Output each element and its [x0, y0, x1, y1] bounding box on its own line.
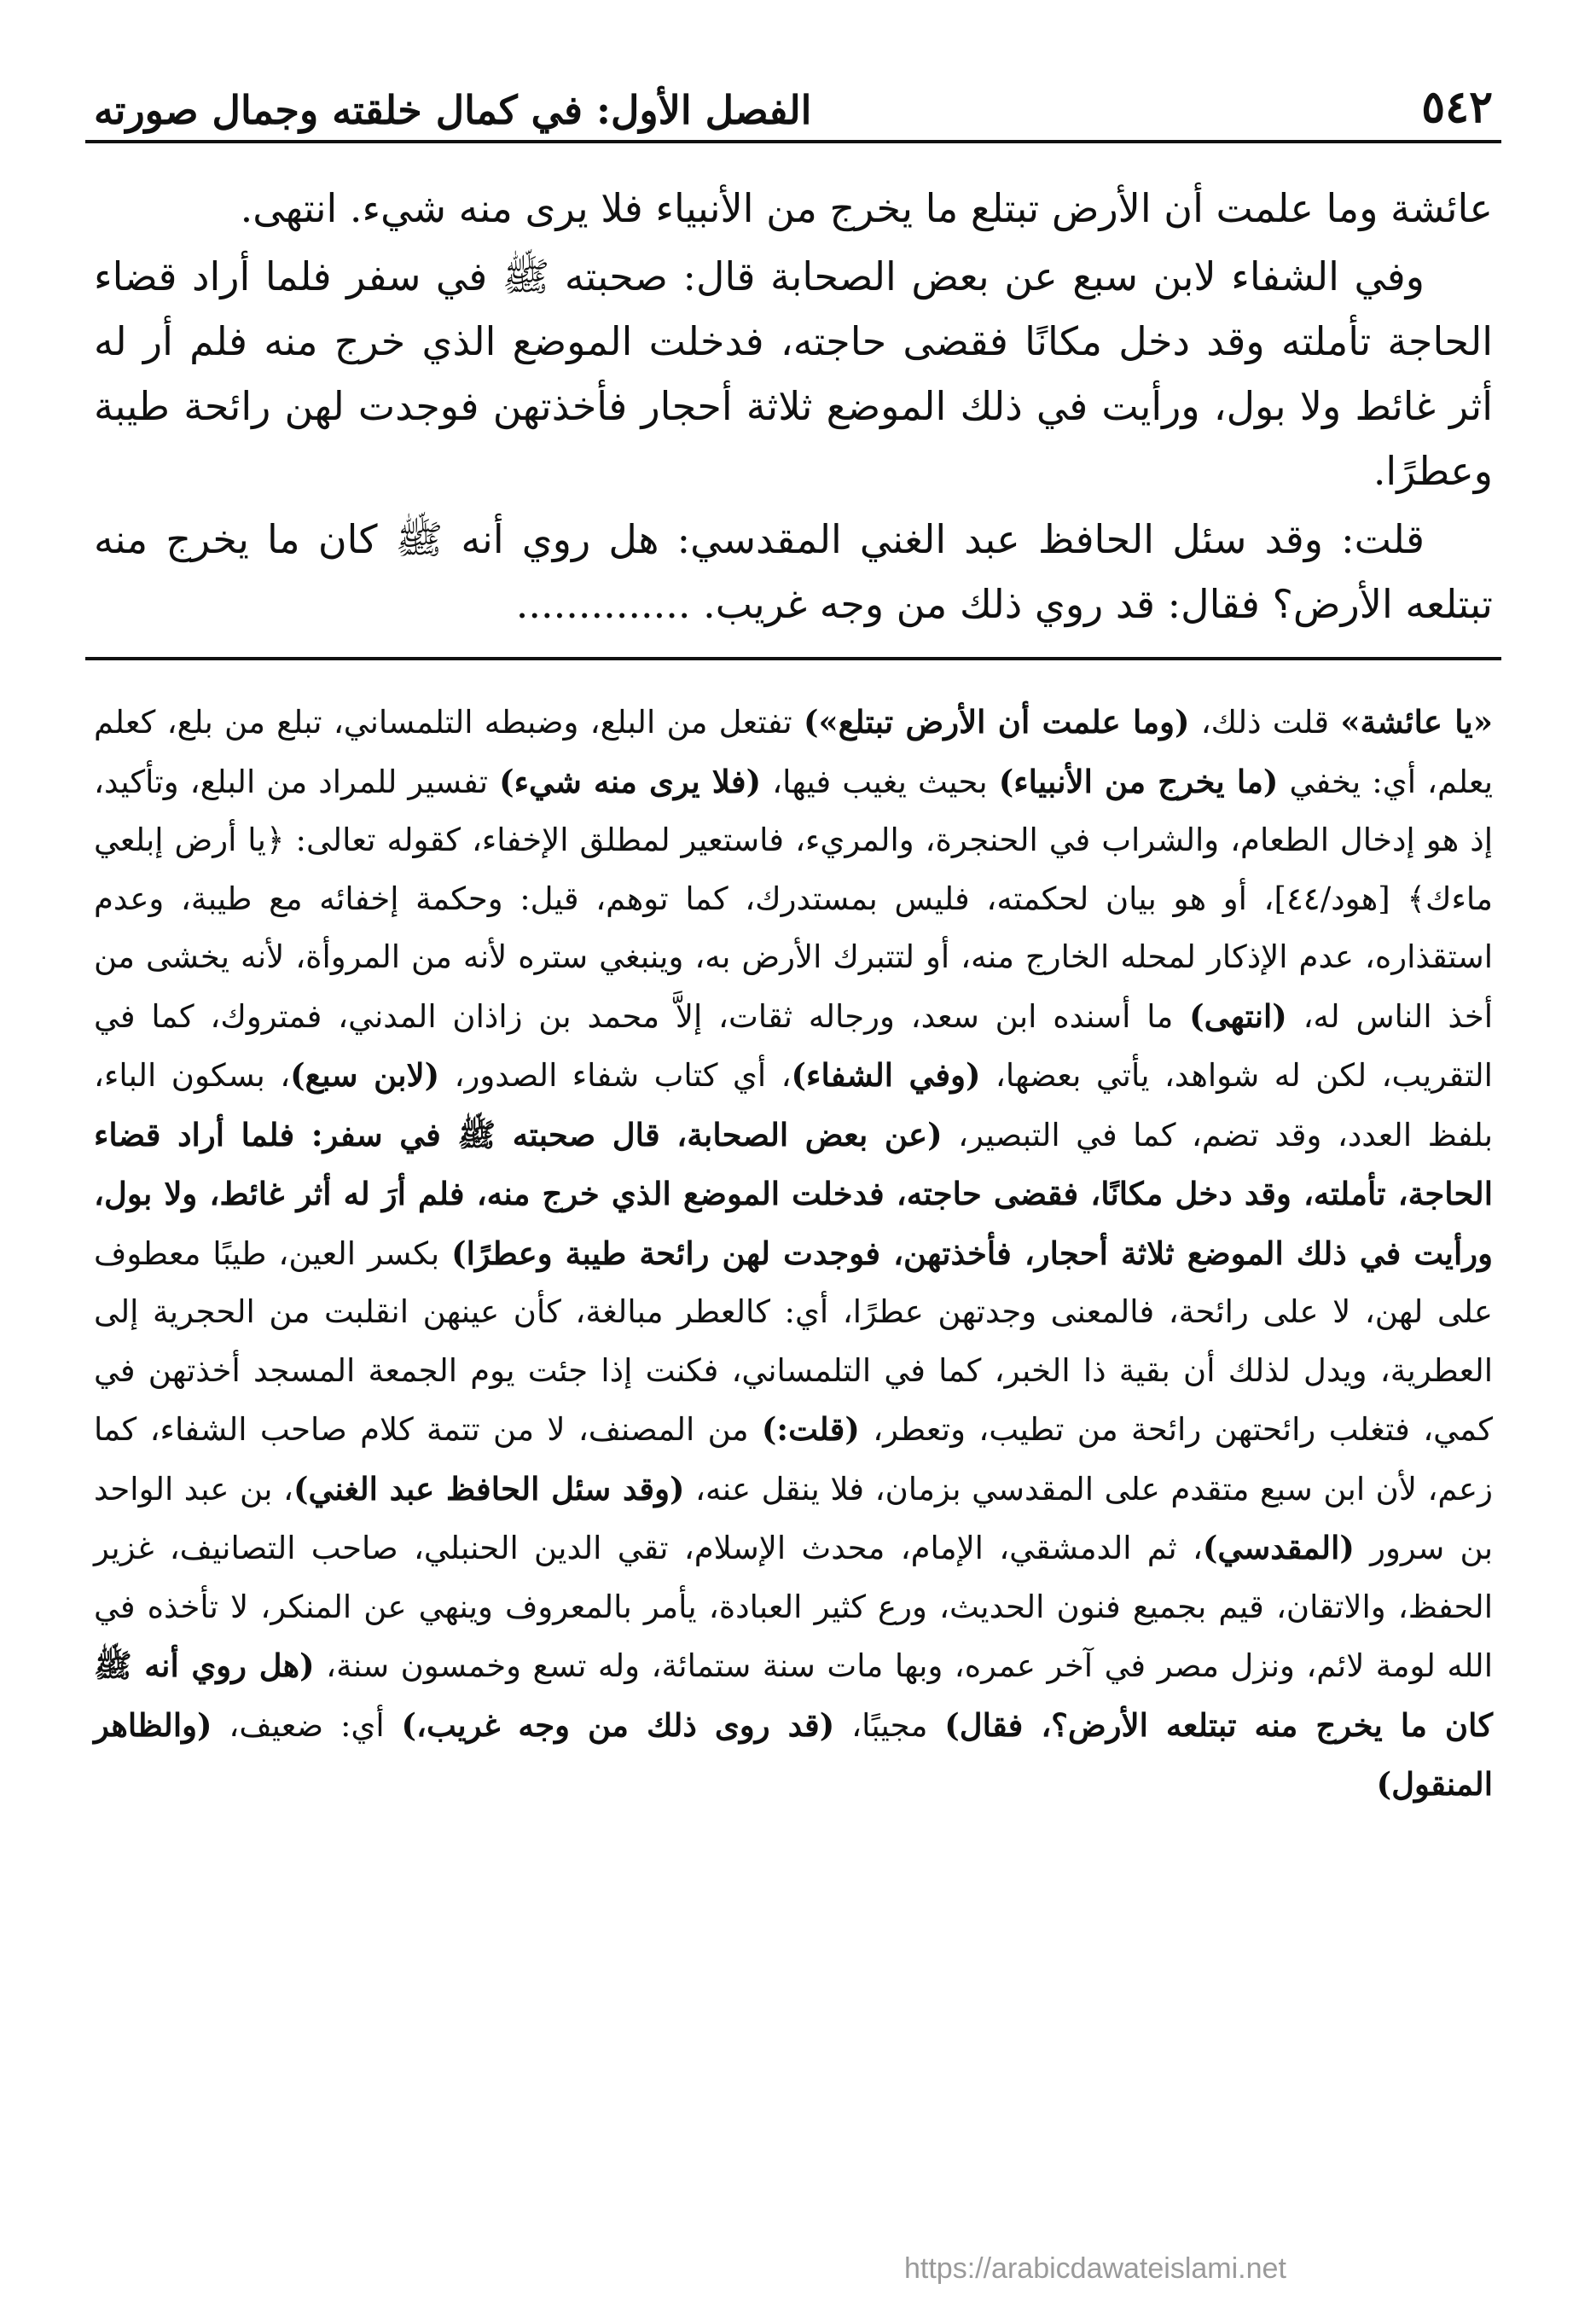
commentary-segment: ، بن عبد الواحد بن سرور [94, 1470, 1494, 1566]
commentary-segment: قلت ذلك، [1189, 704, 1341, 741]
quoted-segment: (ما يخرج من الأنبياء) [998, 762, 1279, 800]
commentary-segment: أي: ضعيف، [212, 1706, 402, 1744]
chapter-title: الفصل الأول: في كمال خلقته وجمال صورته [94, 87, 812, 133]
quoted-segment: (قد روى ذلك من وجه غريب،) [401, 1705, 835, 1744]
commentary-segment: ، بسكون الباء، بلفظ العدد، وقد تضم، كما في التبصير، [94, 1057, 1494, 1153]
main-paragraph-1: عائشة وما علمت أن الأرض تبتلع ما يخرج من الأنبياء فلا يرى منه شيء. انتهى. [240, 185, 1493, 231]
quoted-segment: (والظاهر المنقول) [94, 1705, 1493, 1803]
quoted-segment: (قلت:) [761, 1410, 860, 1448]
book-page [85, 68, 1501, 2252]
page-header [85, 68, 1501, 143]
quoted-segment: «يا عائشة» [1340, 703, 1493, 741]
quoted-segment: (وقد سئل الحافظ عبد الغني) [293, 1469, 685, 1508]
commentary-text [85, 693, 1501, 1815]
commentary-segment: ، أي كتاب شفاء الصدور، [439, 1057, 792, 1094]
footnote-separator [85, 657, 1501, 660]
main-paragraph-2: وفي الشفاء لابن سبع عن بعض الصحابة قال: صحبته ﷺ في سفر فلما أراد قضاء الحاجة تأملته وقد دخل مكانًا فقضى حاجته، فدخلت الموضع الذي خرج منه فلم أر له أثر غائط ولا بول، ورأيت في ذلك الموضع ثلاثة أحجار فأخذتهن فوجدت لهن رائحة طيبة وعطرًا. [94, 253, 1493, 494]
main-text [85, 176, 1501, 636]
commentary-segment: ما أسنده ابن سعد، ورجاله ثقات، إلاَّ محمد بن زاذان المدني، فمتروك، كما في التقريب، لكن له شواهد، يأتي بعضها، [94, 997, 1493, 1094]
commentary-segment: مجيبًا، [834, 1706, 945, 1744]
commentary-segment: من المصنف، لا من تتمة كلام صاحب الشفاء، كما زعم، لأن ابن سبع متقدم على المقدسي بزمان، فلا ينقل عنه، [94, 1411, 1493, 1508]
quoted-segment: (المقدسي) [1202, 1529, 1355, 1566]
commentary-segment: بحيث يغيب فيها، [761, 763, 999, 800]
quoted-segment: (عن بعض الصحابة، قال صحبته ﷺ في سفر: فلما أراد قضاء الحاجة، تأملته، وقد دخل مكانًا، فقضى حاجته، فدخلت الموضع الذي خرج منه، فلم أرَ له أثر غائط، ولا بول، ورأيت في ذلك الموضع ثلاثة أحجار، فأخذتهن، فوجدت لهن رائحة طيبة وعطرًا) [94, 1115, 1493, 1272]
main-paragraph-3: قلت: وقد سئل الحافظ عبد الغني المقدسي: هل روي أنه ﷺ كان ما يخرج منه تبتلعه الأرض؟ فقال: قد روي ذلك من وجه غريب. .............. [94, 516, 1493, 627]
commentary-segment: بكسر العين، طيبًا معطوف على لهن، لا على رائحة، فالمعنى وجدتهن عطرًا، أي: كالعطر مبالغة، كأن عينهن انقلبت من الحجرية إلى العطرية، ويدل لذلك أن بقية ذا الخبر، كما في التلمساني، فكنت إذا جئت يوم الجمعة المسجد أخذتهن في كمي، فتغلب رائحتهن رائحة من تطيب، وتعطر، [94, 1235, 1493, 1448]
commentary-segment: ، ثم الدمشقي، الإمام، محدث الإسلام، تقي الدين الحنبلي، صاحب التصانيف، غزير الحفظ، والاتقان، قيم بجميع فنون الحديث، ورع كثير العبادة، يأمر بالمعروف وينهي عن المنكر، لا تأخذه في الله لومة لائم، ونزل مصر في آخر عمره، وبها مات سنة ستمائة، وله تسع وخمسون سنة، [94, 1530, 1493, 1684]
quoted-segment: (انتهى) [1189, 996, 1287, 1035]
source-watermark: https://arabicdawateislami.net [904, 2252, 1286, 2285]
quoted-segment: (هل روي أنه ﷺ كان ما يخرج منه تبتلعه الأرض؟، فقال) [94, 1647, 1493, 1744]
commentary-segment: تفسير للمراد من البلع، وتأكيد، إذ هو إدخال الطعام، والشراب في الحنجرة، والمريء، فاستعير لمطلق الإخفاء، كقوله تعالى: ﴿يا أرض إبلعي ماءك﴾ [هود/٤٤]، أو هو بيان لحكمته، فليس بمستدرك، كما توهم، قيل: وحكمة إخفائه مع طيبة، وعدم استقذاره، عدم الإذكار لمحله الخارج منه، أو لتتبرك الأرض به، وينبغي ستره لأنه من المروأة، لأنه يخشى من أخذ الناس له، [94, 763, 1493, 1035]
quoted-segment: (لابن سبع) [290, 1056, 440, 1094]
commentary-segment: تفتعل من البلع، وضبطه التلمساني، تبلع من بلع، كعلم يعلم، أي: يخفي [94, 704, 1493, 800]
page-number: ٥٤٢ [1421, 81, 1493, 133]
quoted-segment: (وما علمت أن الأرض تبتلع») [803, 703, 1190, 741]
quoted-segment: (فلا يرى منه شيء) [499, 762, 762, 800]
quoted-segment: (وفي الشفاء) [791, 1056, 981, 1094]
